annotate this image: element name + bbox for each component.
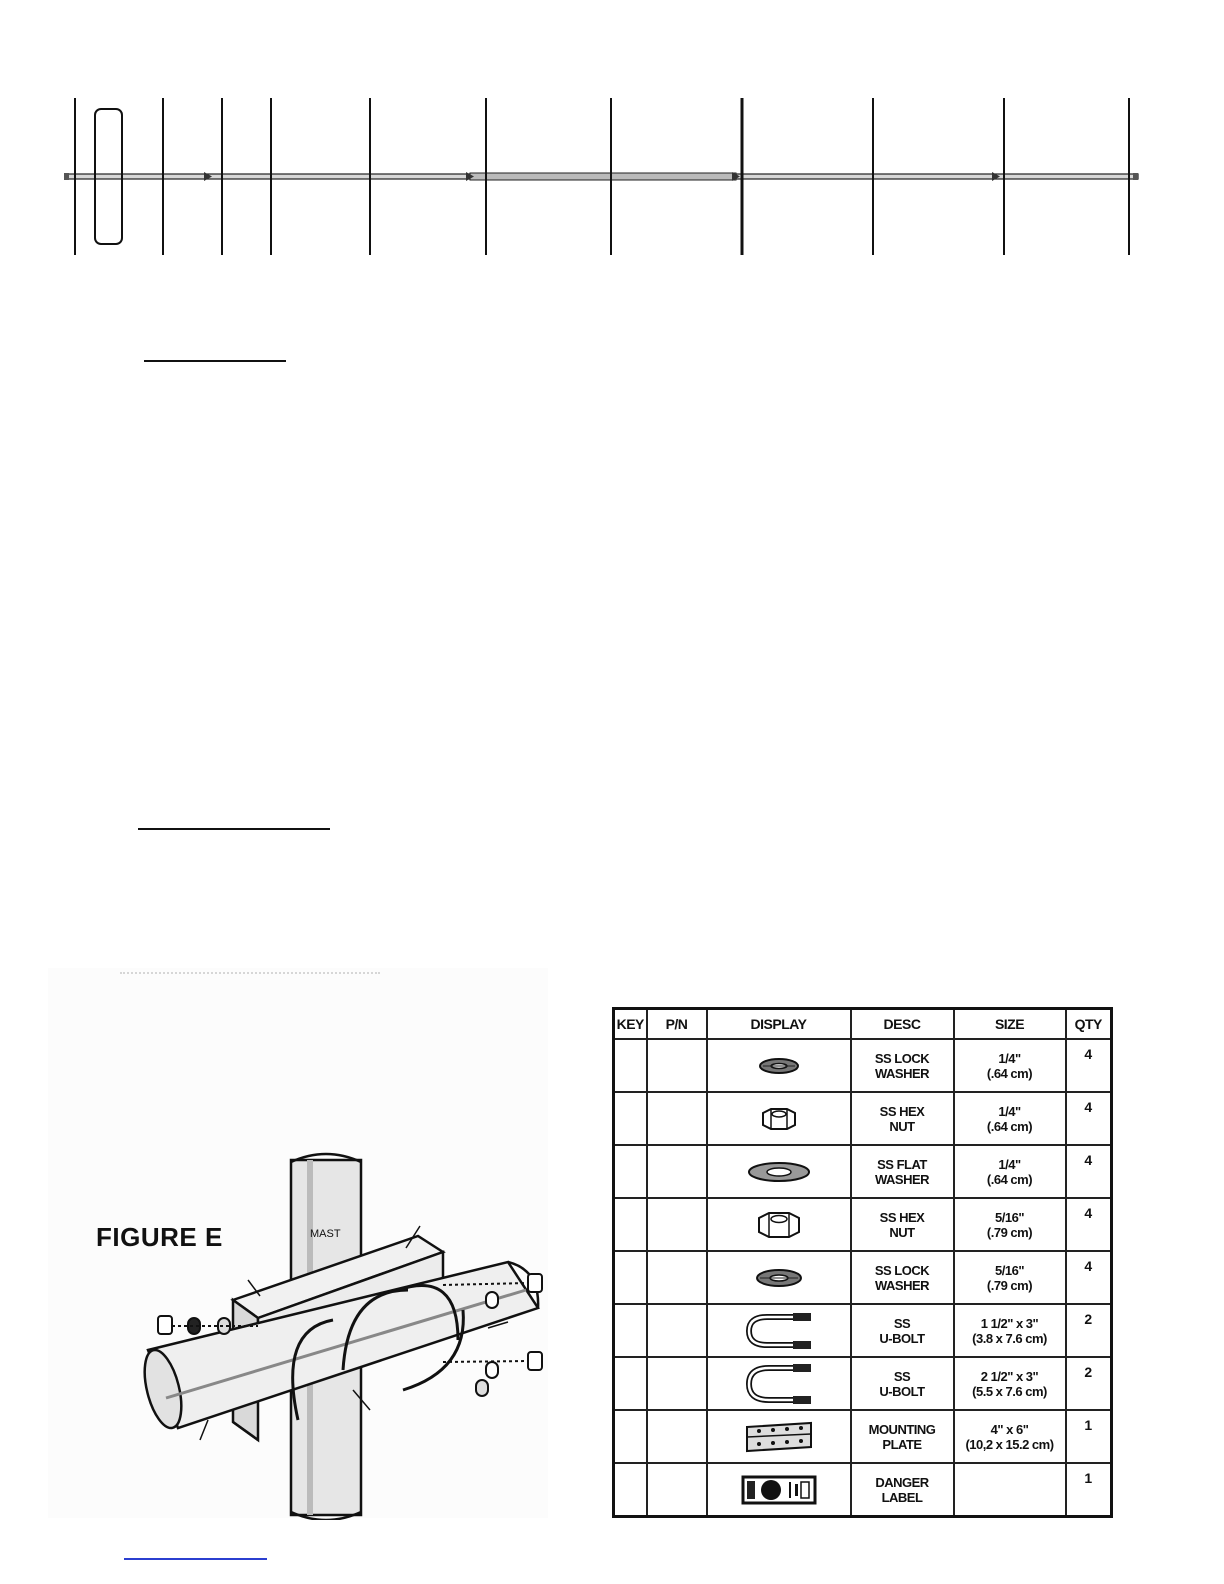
- u-bolt-icon: [743, 1364, 815, 1404]
- cell-display: [707, 1145, 851, 1198]
- cell-size: [954, 1463, 1066, 1517]
- antenna-boom-diagram: [0, 0, 1224, 270]
- cell-key: [614, 1410, 647, 1463]
- cell-size: 2 1/2" x 3" (5.5 x 7.6 cm): [954, 1357, 1066, 1410]
- cell-desc: SS HEX NUT: [851, 1092, 954, 1145]
- cell-key: [614, 1251, 647, 1304]
- cell-desc: DANGER LABEL: [851, 1463, 954, 1517]
- table-row: [614, 1357, 1112, 1410]
- cell-pn: [647, 1198, 707, 1251]
- antenna-boom: [64, 173, 1138, 180]
- cell-pn: [647, 1463, 707, 1517]
- mounting-plate-icon: [743, 1421, 815, 1453]
- cell-desc: SS U-BOLT: [851, 1304, 954, 1357]
- cell-key: [614, 1145, 647, 1198]
- cell-key: [614, 1092, 647, 1145]
- table-row: [614, 1145, 1112, 1198]
- cell-display: [707, 1463, 851, 1517]
- cell-size: 1/4" (.64 cm): [954, 1092, 1066, 1145]
- cell-qty: 4: [1066, 1039, 1112, 1092]
- cell-qty: 4: [1066, 1198, 1112, 1251]
- col-header-qty: QTY: [1066, 1009, 1112, 1040]
- col-header-size: SIZE: [954, 1009, 1066, 1040]
- cell-display: [707, 1251, 851, 1304]
- cell-desc: SS HEX NUT: [851, 1198, 954, 1251]
- cell-size: 1 1/2" x 3" (3.8 x 7.6 cm): [954, 1304, 1066, 1357]
- table-row: [614, 1251, 1112, 1304]
- col-header-key: KEY: [614, 1009, 647, 1040]
- cell-display: [707, 1039, 851, 1092]
- cell-desc: SS FLAT WASHER: [851, 1145, 954, 1198]
- table-row: [614, 1304, 1112, 1357]
- cell-display: [707, 1357, 851, 1410]
- parts-table-grid: [612, 1007, 1113, 1518]
- cell-display: [707, 1410, 851, 1463]
- cell-pn: [647, 1410, 707, 1463]
- mast-label: MAST: [310, 1228, 341, 1240]
- cell-size: 1/4" (.64 cm): [954, 1039, 1066, 1092]
- parts-table: [612, 1007, 1112, 1505]
- cell-pn: [647, 1039, 707, 1092]
- table-row: [614, 1198, 1112, 1251]
- cell-pn: [647, 1357, 707, 1410]
- cell-key: [614, 1039, 647, 1092]
- u-bolt-icon: [743, 1312, 815, 1350]
- col-header-pn: P/N: [647, 1009, 707, 1040]
- cell-size: 1/4" (.64 cm): [954, 1145, 1066, 1198]
- cell-key: [614, 1198, 647, 1251]
- flat-washer-icon: [746, 1161, 812, 1183]
- cell-desc: SS LOCK WASHER: [851, 1251, 954, 1304]
- cell-pn: [647, 1251, 707, 1304]
- cell-desc: SS LOCK WASHER: [851, 1039, 954, 1092]
- lock-washer-icon: [757, 1057, 801, 1075]
- cell-qty: 2: [1066, 1304, 1112, 1357]
- cell-qty: 2: [1066, 1357, 1112, 1410]
- cell-qty: 4: [1066, 1092, 1112, 1145]
- figure-e-title: FIGURE E: [96, 1222, 223, 1252]
- cell-pn: [647, 1145, 707, 1198]
- cell-size: 4" x 6" (10,2 x 15.2 cm): [954, 1410, 1066, 1463]
- cell-display: [707, 1304, 851, 1357]
- hex-nut-icon: [753, 1211, 805, 1239]
- cell-size: 5/16" (.79 cm): [954, 1251, 1066, 1304]
- cell-pn: [647, 1092, 707, 1145]
- table-header-row: [614, 1009, 1112, 1040]
- cell-pn: [647, 1304, 707, 1357]
- table-row: [614, 1092, 1112, 1145]
- cell-desc: MOUNTING PLATE: [851, 1410, 954, 1463]
- section-heading-underline-2: [138, 828, 330, 830]
- table-row: [614, 1410, 1112, 1463]
- col-header-display: DISPLAY: [707, 1009, 851, 1040]
- cell-qty: 4: [1066, 1145, 1112, 1198]
- cell-qty: 1: [1066, 1463, 1112, 1517]
- danger-label-icon: [741, 1475, 817, 1505]
- col-header-desc: DESC: [851, 1009, 954, 1040]
- hex-nut-icon: [757, 1107, 801, 1131]
- cell-desc: SS U-BOLT: [851, 1357, 954, 1410]
- cell-display: [707, 1198, 851, 1251]
- bottom-link-underline[interactable]: [124, 1558, 267, 1560]
- cell-size: 5/16" (.79 cm): [954, 1198, 1066, 1251]
- figure-e-top-rule: [120, 972, 380, 974]
- cell-key: [614, 1463, 647, 1517]
- cell-key: [614, 1357, 647, 1410]
- lock-washer-icon: [754, 1268, 804, 1288]
- cell-qty: 1: [1066, 1410, 1112, 1463]
- cell-qty: 4: [1066, 1251, 1112, 1304]
- table-row: [614, 1039, 1112, 1092]
- table-row: [614, 1463, 1112, 1517]
- section-heading-underline-1: [144, 360, 286, 362]
- cell-display: [707, 1092, 851, 1145]
- cell-key: [614, 1304, 647, 1357]
- figure-e-illustration: [48, 1140, 568, 1520]
